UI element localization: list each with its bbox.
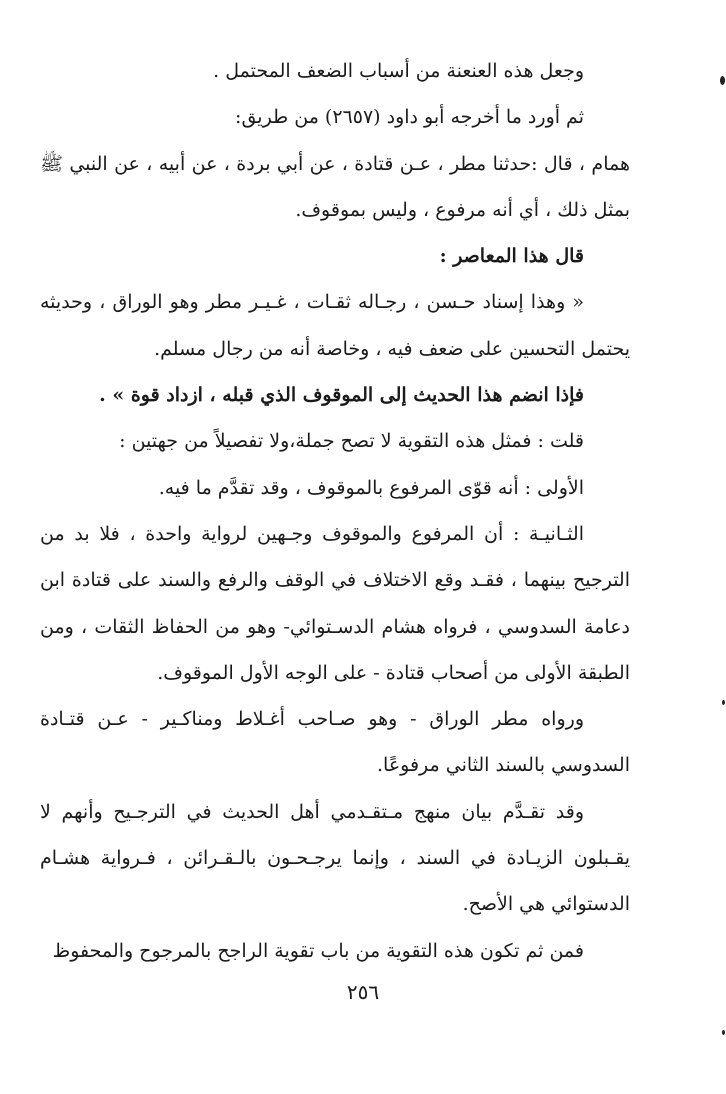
paragraph-second-point: الثـانيـة : أن المرفوع والموقوف وجـهين لرواية واحدة ، فلا بد من الترجيح بينهما ، فقـد وقع الاختلاف في الوقف والرفع والسند على قتادة ابن دعامة السدوسي ، فرواه هشام الدسـتوائي- وهو من الحفاظ الثقات ، ومن الطبقة الأولى من أصحاب قتادة - على الوجه الأول الموقوف. xyxy=(40,522,630,684)
scan-speck-middle xyxy=(722,700,725,705)
paragraph-3: همام ، قال :حدثنا مطر ، عـن قتادة ، عن أبي بردة ، عن أبيه ، عن النبي ﷺ بمثل ذلك ، أي أنه مرفوع ، وليس بموقوف. xyxy=(40,152,630,221)
quote-paragraph: « وهذا إسناد حـسن ، رجـاله ثقـات ، غـيـر مطر وهو الوراق ، وحديثه يحتمل التحسين على ضعف فيه ، وخاصة أنه من رجال مسلم. xyxy=(40,291,630,360)
page-body xyxy=(40,48,630,974)
section-heading: قال هذا المعاصر : xyxy=(439,245,584,268)
paragraph-2: ثم أورد ما أخرجه أبو داود (٢٦٥٧) من طريق: xyxy=(235,106,584,129)
scan-speck-top xyxy=(720,76,725,85)
paragraph-matar: ورواه مطر الوراق - وهو صـاحب أغـلاط ومناكـير - عـن قتـادة السدوسي بالسند الثاني مرفوعًا. xyxy=(40,708,630,777)
scan-speck-bottom xyxy=(722,1030,725,1035)
paragraph-final: فمن ثم تكون هذه التقوية من باب تقوية الراجح بالمرجوح والمحفوظ xyxy=(52,939,584,962)
paragraph-method: وقد تقـدَّم بيان منهج مـتقـدمي أهل الحديث في الترجـيح وأنهم لا يقـبلون الزيـادة في السند ، وإنما يرجـحـون بالـقـرائن ، فـرواية هشـام الدستوائي هي الأصح. xyxy=(40,800,630,916)
paragraph-1: وجعل هذه العنعنة من أسباب الضعف المحتمل . xyxy=(213,60,584,82)
page-number: ٢٥٦ xyxy=(346,980,380,1004)
paragraph-first-point: الأولى : أنه قوّى المرفوع بالموقوف ، وقد تقدَّم ما فيه. xyxy=(158,476,584,499)
quote-conclusion: فإذا انضم هذا الحديث إلى الموقوف الذي قبله ، ازداد قوة » . xyxy=(99,384,584,407)
paragraph-objection: قلت : فمثل هذه التقوية لا تصح جملة،ولا تفصيلاً من جهتين : xyxy=(119,430,584,453)
